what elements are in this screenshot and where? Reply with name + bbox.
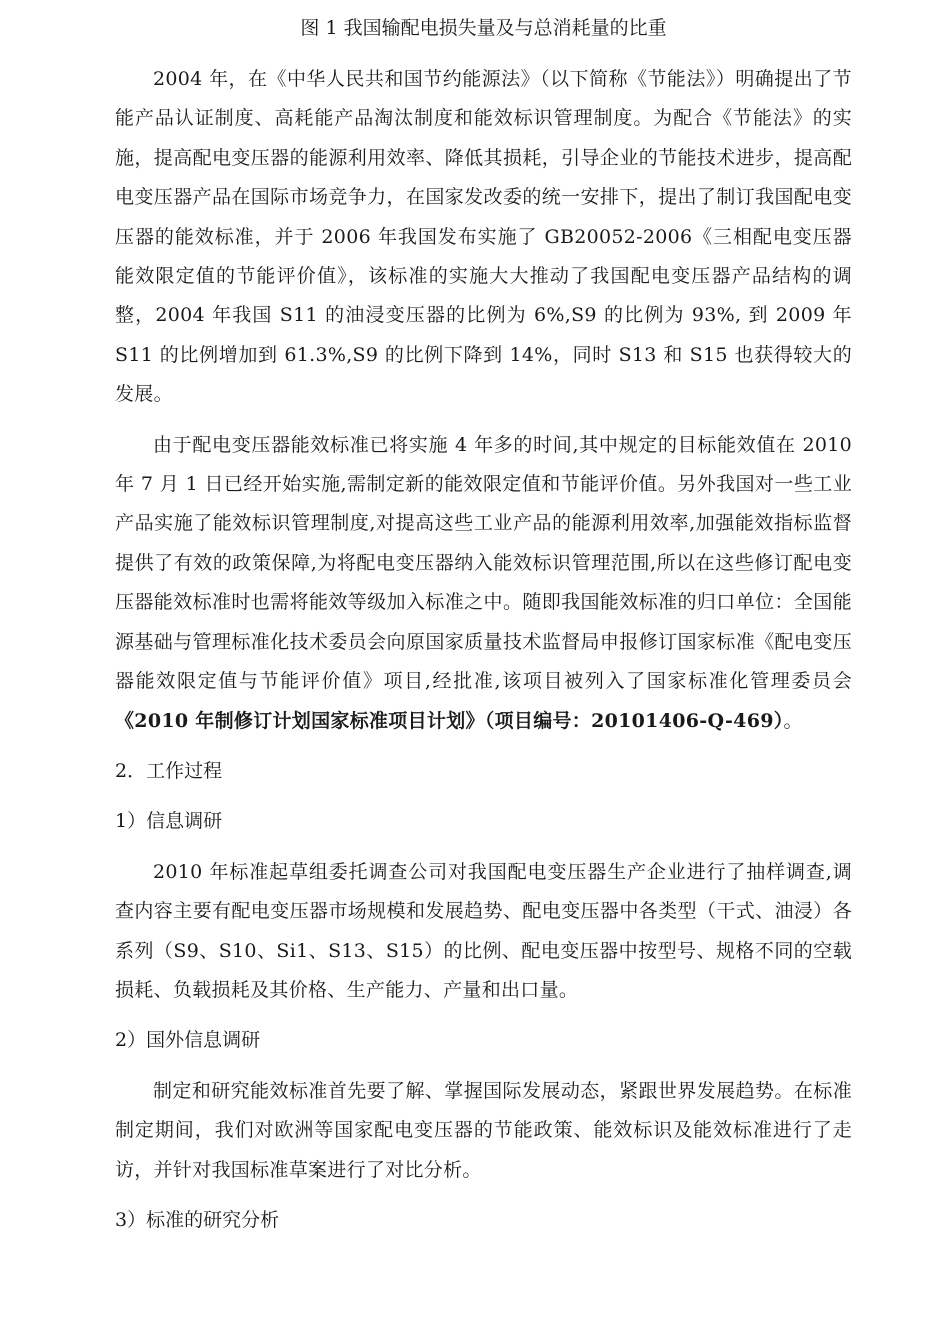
paragraph-end-mark: 。 xyxy=(783,709,803,732)
heading-standard-research: 3）标准的研究分析 xyxy=(115,1208,280,1231)
heading-work-process: 2．工作过程 xyxy=(115,759,223,782)
heading-foreign-survey: 2）国外信息调研 xyxy=(115,1029,261,1052)
figure-caption: 图 1 我国输配电损失量及与总消耗量的比重 xyxy=(300,17,667,39)
paragraph-sampling-survey: 2010 年标准起草组委托调查公司对我国配电变压器生产企业进行了抽样调查,调查内容主要有配电变压器市场规模和发展趋势、配电变压器中各类型（干式、油浸）各系列（S9、S10、Si1、S13、S15）的比例、配电变压器中按型号、规格不同的空载损耗、负载损耗及其价格、生产能力、产量和出口量。 xyxy=(115,860,852,1001)
paragraph-energy-law: 2004 年，在《中华人民共和国节约能源法》（以下简称《节能法》）明确提出了节能产品认证制度、高耗能产品淘汰制度和能效标识管理制度。为配合《节能法》的实施，提高配电变压器的能源利用效率、降低其损耗，引导企业的节能技术进步，提高配电变压器产品在国际市场竞争力，在国家发改委的统一安排下，提出了制订我国配电变压器的能效标准，并于 2006 年我国发布实施了 GB20052-2006《三相配电变压器能效限定值的节能评价值》，该标准的实施大大推动了我国配电变压器产品结构的调整，2004 年我国 S11 的油浸变压器的比例为 6%,S9 的比例为 93%, 到 2009 年 S11 的比例增加到 61.3%,S9 的比例下降到 14%，同时 S13 和 S15 也获得较大的发展。 xyxy=(115,68,852,406)
paragraph-standard-revision xyxy=(115,426,852,741)
heading-info-survey: 1）信息调研 xyxy=(115,810,223,833)
paragraph-standard-revision-text: 由于配电变压器能效标准已将实施 4 年多的时间,其中规定的目标能效值在 2010 年 7 月 1 日已经开始实施,需制定新的能效限定值和节能评价值。另外我国对一些工业产品实施了能效标识管理制度,对提高这些工业产品的能源利用效率,加强能效指标监督提供了有效的政策保障,为将配电变压器纳入能效标识管理范围,所以在这些修订配电变压器能效标准时也需将能效等级加入标准之中。随即我国能效标准的归口单位：全国能源基础与管理标准化技术委员会向原国家质量技术监督局申报修订国家标准《配电变压器能效限定值与节能评价值》项目,经批准,该项目被列入了国家标准化管理委员会 xyxy=(115,433,852,693)
project-plan-reference: 《2010 年制修订计划国家标准项目计划》（项目编号：20101406-Q-469） xyxy=(115,709,784,732)
paragraph-international-trends: 制定和研究能效标准首先要了解、掌握国际发展动态，紧跟世界发展趋势。在标准制定期间，我们对欧洲等国家配电变压器的节能政策、能效标识及能效标准进行了走访，并针对我国标准草案进行了对比分析。 xyxy=(115,1079,852,1181)
